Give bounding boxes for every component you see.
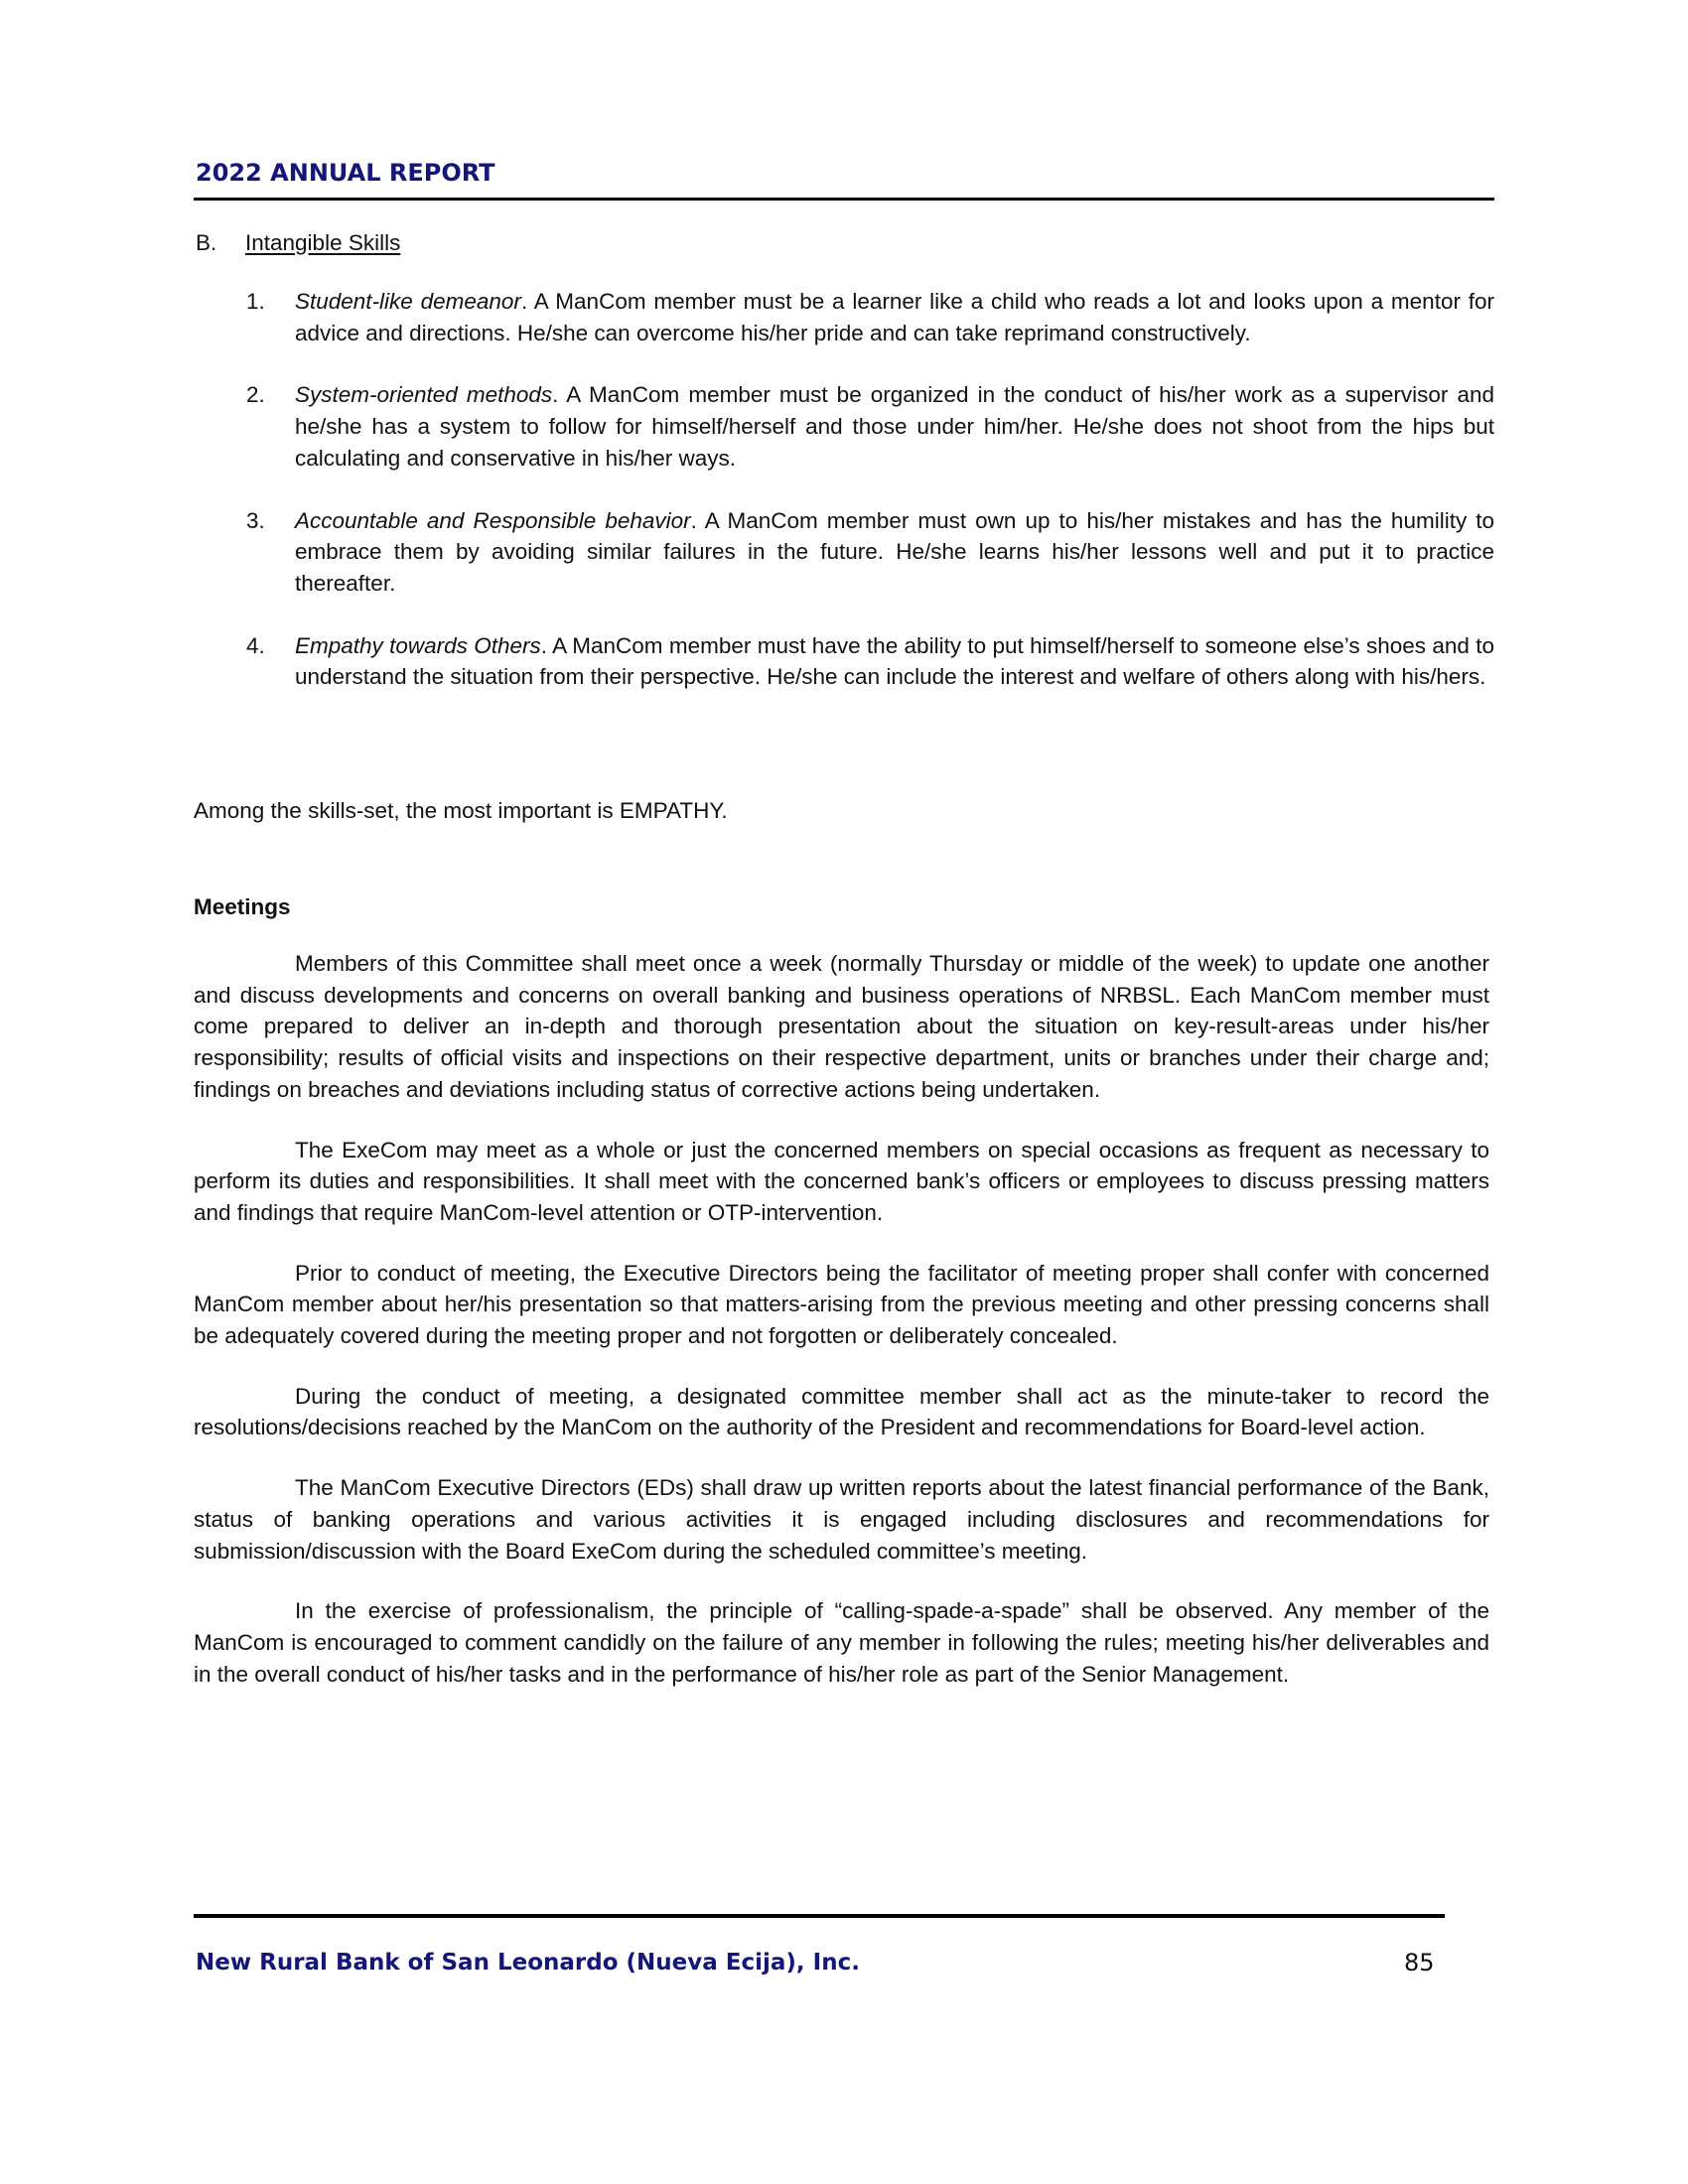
footer-organization: New Rural Bank of San Leonardo (Nueva Ecija), Inc. xyxy=(196,1950,860,1976)
list-item-body xyxy=(295,630,1494,693)
list-item-body xyxy=(295,379,1494,474)
meetings-body xyxy=(194,948,1489,1718)
page-number: 85 xyxy=(1404,1949,1435,1977)
list-item xyxy=(194,505,1494,600)
list-item-body xyxy=(295,505,1494,600)
list-item-text: . A ManCom member must be organized in the conduct of his/her work as a supervisor and he/she has a system to follow for himself/herself and those under him/her. He/she does not shoot from the hips but calculating and conservative in his/her ways. xyxy=(295,382,1494,471)
paragraph: During the conduct of meeting, a designated committee member shall act as the minute-taker to record the resolutions/decisions reached by the ManCom on the authority of the President and recommendations for Board-level action. xyxy=(194,1383,1489,1440)
list-item-number: 3. xyxy=(246,507,265,533)
list-item xyxy=(194,379,1494,474)
paragraph: In the exercise of professionalism, the principle of “calling-spade-a-spade” shall be observed. Any member of the ManCom is encouraged to comment candidly on the failure of any member in following the rules; meeting his/her deliverables and in the overall conduct of his/her tasks and in the performance of his/her role as part of the Senior Management. xyxy=(194,1598,1489,1687)
paragraph: Prior to conduct of meeting, the Executive Directors being the facilitator of meeting proper shall confer with concerned ManCom member about her/his presentation so that matters-arising from the previous meeting and other pressing concerns shall be adequately covered during the meeting proper and not forgotten or deliberately concealed. xyxy=(194,1260,1489,1349)
list-item-text: . A ManCom member must own up to his/her mistakes and has the humility to embrace them by avoiding similar failures in the future. He/she learns his/her lessons well and put it to practice thereafter. xyxy=(295,507,1494,596)
list-item-lead: Empathy towards Others xyxy=(295,632,541,658)
list-item-lead: Student-like demeanor xyxy=(295,289,521,314)
list-item-lead: Accountable and Responsible behavior xyxy=(295,507,691,533)
list-item xyxy=(194,630,1494,693)
list-item xyxy=(194,286,1494,348)
list-item-lead: System-oriented methods xyxy=(295,382,553,408)
list-item-number: 4. xyxy=(246,632,265,658)
meetings-heading: Meetings xyxy=(194,894,291,919)
intangible-skills-list xyxy=(194,286,1494,724)
skills-summary: Among the skills-set, the most important is EMPATHY. xyxy=(194,798,728,823)
list-item-number: 2. xyxy=(246,382,265,408)
list-item-number: 1. xyxy=(246,289,265,314)
footer-divider xyxy=(194,1914,1445,1918)
list-item-text: . A ManCom member must be a learner like a child who reads a lot and looks upon a mentor for advice and directions. He/she can overcome his/her pride and can take reprimand constructively. xyxy=(295,289,1495,345)
list-item-text: . A ManCom member must have the ability to put himself/herself to someone else’s shoes and to understand the situation from their perspective. He/she can include the interest and welfare of others along with his/hers. xyxy=(295,632,1494,690)
paragraph: The ManCom Executive Directors (EDs) shall draw up written reports about the latest financial performance of the Bank, status of banking operations and various activities it is engaged including disclosures and recommendations for submission/discussion with the Board ExeCom during the scheduled committee’s meeting. xyxy=(194,1475,1489,1564)
section-title: Intangible Skills xyxy=(245,230,401,255)
section-heading xyxy=(196,227,400,259)
list-item-body xyxy=(295,286,1494,348)
paragraph: The ExeCom may meet as a whole or just the concerned members on special occasions as frequent as necessary to perform its duties and responsibilities. It shall meet with the concerned bank’s officers or employees to discuss pressing matters and findings that require ManCom-level attention or OTP-intervention. xyxy=(194,1137,1489,1225)
paragraph: Members of this Committee shall meet once a week (normally Thursday or middle of the week) to update one another and discuss developments and concerns on overall banking and business operations of NRBSL. Each ManCom member must come prepared to deliver an in-depth and thorough presentation about the situation on key-result-areas under his/her responsibility; results of official visits and inspections on their respective department, units or branches under their charge and; findings on breaches and deviations including status of corrective actions being undertaken. xyxy=(194,951,1489,1102)
report-header-title: 2022 ANNUAL REPORT xyxy=(196,159,495,187)
header-divider xyxy=(194,198,1494,201)
section-letter: B. xyxy=(196,230,217,255)
